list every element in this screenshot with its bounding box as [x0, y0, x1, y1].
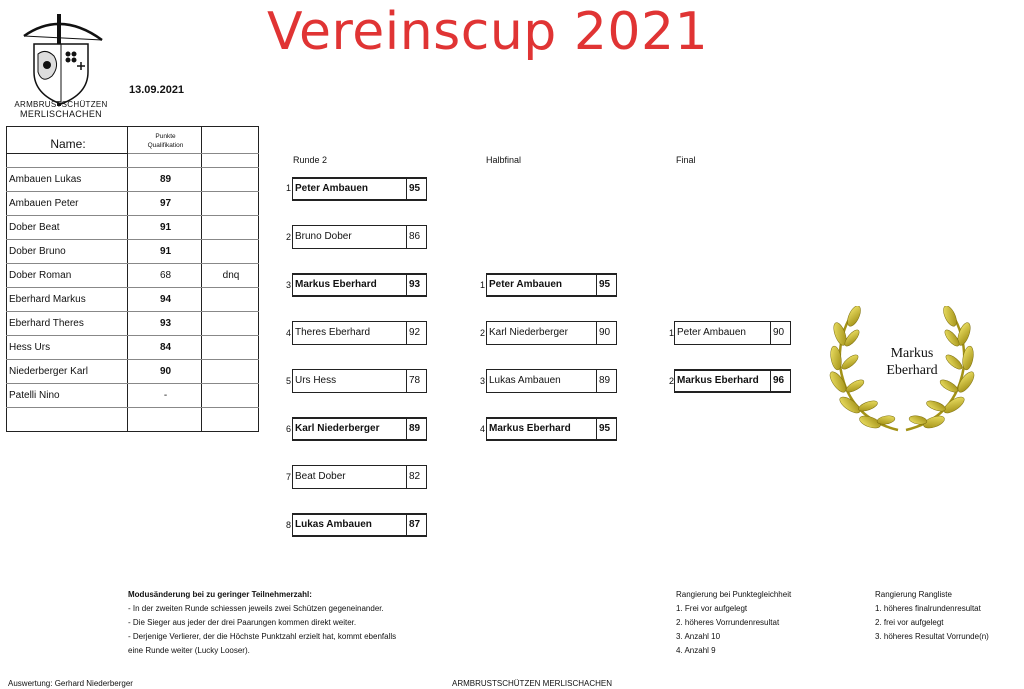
participant-note — [202, 216, 259, 240]
table-row — [7, 240, 259, 264]
competitor-name: Bruno Dober — [293, 226, 407, 248]
table-row — [7, 168, 259, 192]
participant-note: dnq — [202, 264, 259, 288]
qualification-points: 90 — [128, 360, 202, 384]
tie-note-line: 4. Anzahl 9 — [676, 646, 716, 655]
participant-name: Dober Beat — [7, 216, 128, 240]
mode-note-line: - In der zweiten Runde schiessen jeweils zwei Schützen gegeneinander. — [128, 604, 384, 613]
name-header: Name: — [7, 127, 128, 154]
participant-note — [202, 336, 259, 360]
competitor-name: Peter Ambauen — [487, 275, 597, 295]
competitor-name: Karl Niederberger — [293, 419, 407, 439]
event-date: 13.09.2021 — [129, 84, 185, 96]
final-match-box — [674, 369, 791, 393]
competitor-score: 95 — [599, 423, 611, 434]
competitor-score: 89 — [409, 423, 421, 434]
participant-name: Hess Urs — [7, 336, 128, 360]
qualification-points: 84 — [128, 336, 202, 360]
round2-match-box — [292, 273, 427, 297]
ranking-note-line: 2. frei vor aufgelegt — [875, 618, 944, 627]
semifinal-seed: 3 — [479, 376, 485, 386]
qualification-points: 91 — [128, 216, 202, 240]
semifinal-seed: 1 — [479, 280, 485, 290]
points-header — [128, 127, 202, 154]
tie-break-notes — [676, 588, 791, 658]
participant-name: Eberhard Markus — [7, 288, 128, 312]
round2-seed: 8 — [285, 520, 291, 530]
tie-notes-title: Rangierung bei Punktegleichheit — [676, 590, 792, 599]
final-seed: 2 — [668, 376, 674, 386]
table-row — [7, 264, 259, 288]
competitor-score: 89 — [599, 375, 611, 386]
champion-name — [862, 345, 962, 379]
participant-note — [202, 384, 259, 408]
round2-seed: 3 — [285, 280, 291, 290]
competitor-name: Lukas Ambauen — [487, 370, 597, 392]
ranking-note-line: 3. höheres Resultat Vorrunde(n) — [875, 632, 989, 641]
mode-note-line: eine Runde weiter (Lucky Looser). — [128, 646, 250, 655]
participant-name: Ambauen Peter — [7, 192, 128, 216]
competitor-score: 96 — [773, 375, 785, 386]
page-title: Vereinscup 2021 — [267, 2, 709, 62]
qualification-points: 89 — [128, 168, 202, 192]
qualification-points: - — [128, 384, 202, 408]
participant-name: Eberhard Theres — [7, 312, 128, 336]
mode-notes-title: Modusänderung bei zu geringer Teilnehmerzahl: — [128, 590, 312, 599]
participant-name: Niederberger Karl — [7, 360, 128, 384]
semifinal-heading: Halbfinal — [486, 155, 522, 165]
competitor-score: 82 — [409, 471, 421, 482]
competitor-score: 92 — [409, 327, 421, 338]
round2-heading: Runde 2 — [293, 155, 328, 165]
round2-seed: 4 — [285, 328, 291, 338]
competitor-name: Markus Eberhard — [675, 371, 771, 391]
competitor-name: Peter Ambauen — [675, 322, 771, 344]
competitor-score: 95 — [599, 279, 611, 290]
table-row — [7, 360, 259, 384]
competitor-name: Markus Eberhard — [487, 419, 597, 439]
footer-evaluator: Auswertung: Gerhard Niederberger — [8, 679, 133, 688]
mode-note-line: - Die Sieger aus jeder der drei Paarungen kommen direkt weiter. — [128, 618, 357, 627]
qualification-table — [6, 126, 259, 432]
qualification-points: 97 — [128, 192, 202, 216]
round2-seed: 6 — [285, 424, 291, 434]
round2-seed: 1 — [285, 183, 291, 193]
round2-match-box — [292, 177, 427, 201]
round2-match-box — [292, 513, 427, 537]
participant-note — [202, 312, 259, 336]
competitor-score: 93 — [409, 279, 421, 290]
competitor-name: Karl Niederberger — [487, 322, 597, 344]
participant-note — [202, 288, 259, 312]
semifinal-seed: 4 — [479, 424, 485, 434]
semifinal-match-box — [486, 369, 617, 393]
table-row — [7, 384, 259, 408]
table-row — [7, 408, 259, 432]
round2-match-box — [292, 465, 427, 489]
competitor-score: 87 — [409, 519, 421, 530]
competitor-name: Beat Dober — [293, 466, 407, 488]
competitor-score: 90 — [773, 327, 785, 338]
table-header — [7, 127, 259, 154]
table-row — [7, 216, 259, 240]
competitor-score: 86 — [409, 231, 421, 242]
participant-note — [202, 408, 259, 432]
table-row — [7, 288, 259, 312]
ranking-notes-title: Rangierung Rangliste — [875, 590, 952, 599]
semifinal-match-box — [486, 417, 617, 441]
points-header-line2: Qualifikation — [147, 142, 184, 149]
participant-note — [202, 168, 259, 192]
qualification-points: 94 — [128, 288, 202, 312]
round2-match-box — [292, 417, 427, 441]
round2-seed: 2 — [285, 232, 291, 242]
semifinal-seed: 2 — [479, 328, 485, 338]
semifinal-match-box — [486, 321, 617, 345]
round2-match-box — [292, 369, 427, 393]
points-header-line1: Punkte — [155, 133, 176, 140]
semifinal-match-box — [486, 273, 617, 297]
footer-club-name: ARMBRUSTSCHÜTZEN MERLISCHACHEN — [452, 679, 613, 688]
champion-first-name: Markus — [890, 346, 934, 361]
qualification-points: 93 — [128, 312, 202, 336]
logo-caption-line2: MERLISCHACHEN — [20, 109, 102, 119]
round2-seed: 7 — [285, 472, 291, 482]
mode-note-line: - Derjenige Verlierer, der die Höchste Punktzahl erzielt hat, kommt ebenfalls — [128, 632, 397, 641]
round2-match-box — [292, 321, 427, 345]
qualification-points — [128, 408, 202, 432]
ranking-note-line: 1. höheres finalrundenresultat — [875, 604, 981, 613]
competitor-score: 95 — [409, 183, 421, 194]
champion-last-name: Eberhard — [886, 363, 938, 378]
qualification-points: 68 — [128, 264, 202, 288]
participant-name: Patelli Nino — [7, 384, 128, 408]
table-spacer-row — [7, 154, 259, 168]
final-match-box — [674, 321, 791, 345]
tie-note-line: 3. Anzahl 10 — [676, 632, 721, 641]
participant-name: Dober Roman — [7, 264, 128, 288]
participant-name — [7, 408, 128, 432]
competitor-name: Lukas Ambauen — [293, 515, 407, 535]
final-heading: Final — [676, 155, 696, 165]
participant-note — [202, 192, 259, 216]
participant-note — [202, 360, 259, 384]
competitor-name: Urs Hess — [293, 370, 407, 392]
ranking-notes — [875, 588, 989, 644]
competitor-name: Theres Eberhard — [293, 322, 407, 344]
competitor-name: Peter Ambauen — [293, 179, 407, 199]
round2-seed: 5 — [285, 376, 291, 386]
mode-change-notes — [128, 588, 396, 658]
table-row — [7, 192, 259, 216]
competitor-score: 90 — [599, 327, 611, 338]
tie-note-line: 1. Frei vor aufgelegt — [676, 604, 748, 613]
logo-caption-line1: ARMBRUSTSCHÜTZEN — [14, 100, 108, 109]
competitor-name: Markus Eberhard — [293, 275, 407, 295]
table-row — [7, 336, 259, 360]
round2-match-box — [292, 225, 427, 249]
participant-note — [202, 240, 259, 264]
final-seed: 1 — [668, 328, 674, 338]
qualification-points: 91 — [128, 240, 202, 264]
participant-name: Ambauen Lukas — [7, 168, 128, 192]
note-header — [202, 127, 259, 154]
participant-name: Dober Bruno — [7, 240, 128, 264]
competitor-score: 78 — [409, 375, 421, 386]
table-row — [7, 312, 259, 336]
tie-note-line: 2. höheres Vorrundenresultat — [676, 618, 780, 627]
